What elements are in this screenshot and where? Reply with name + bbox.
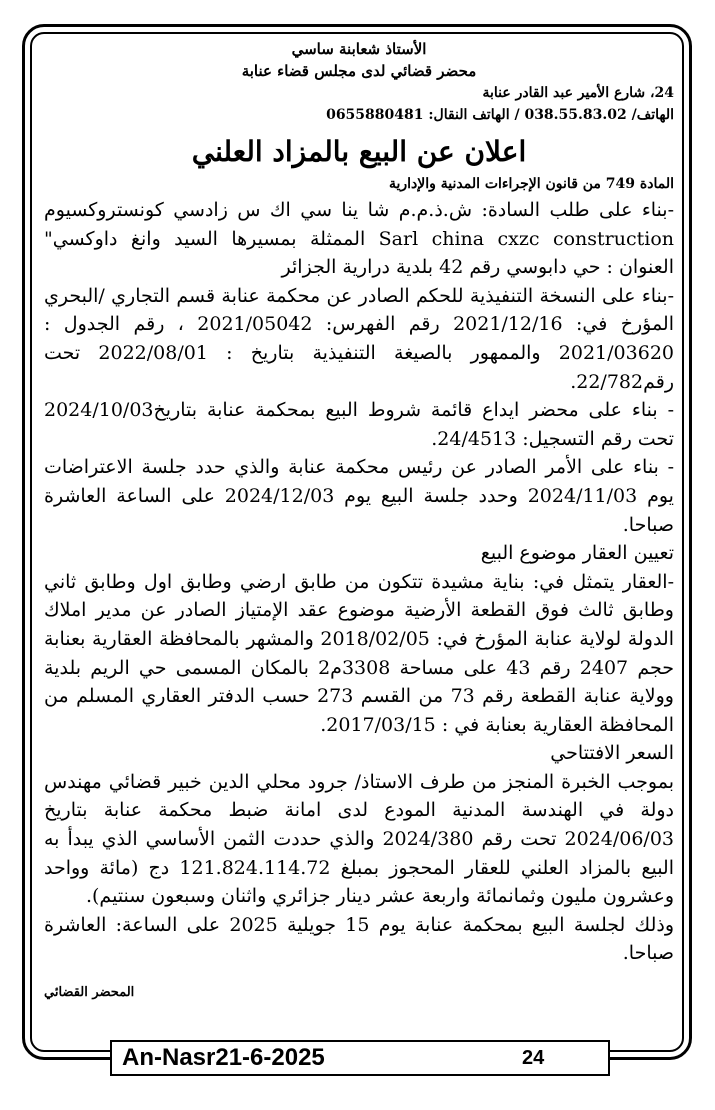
paragraph-judgment: -بناء على النسخة التنفيذية للحكم الصادر عن محكمة عنابة قسم التجاري /البحري المؤرخ في: 2021/12/16 رقم الفهرس: 2021/05042 ، رقم الجدول : 2021/03620 والممهور بالصيغة التنفيذية بتاريخ : 2022/08/01 تحت رقم22/782. [44,284,674,393]
legal-article: المادة 749 من قانون الإجراءات المدنية والإدارية [388,176,674,192]
paragraph-order: - بناء على الأمر الصادر عن رئيس محكمة عنابة والذي حدد جلسة الاعتراضات يوم 2024/11/03 وحدد جلسة البيع يوم 2024/12/03 على الساعة العاشرة صباحا. [44,456,674,536]
publication-footer [110,1040,610,1076]
publication-date: An-Nasr21-6-2025 [122,1044,325,1071]
paragraph-property: -العقار يتمثل في: بناية مشيدة تتكون من طابق ارضي وطابق اول وطابق ثاني وطابق ثالث فوق القطعة الأرضية موضوع عقد الإمتياز الصادر عن مدير املاك الدولة لولاية عنابة المؤرخ في: 2018/02/05 والمشهر بالمحافظة العقارية بعنابة حجم 2407 رقم 43 على مساحة 3308م2 بالمكان المسمى حي الريم بلدية وولاية عنابة القطعة رقم 73 من القسم 273 حسب الدفتر العقاري المسلم من المحافظة العقارية بعنابة في : 2017/03/15. [44,570,674,736]
bailiff-name: الأستاذ شعابنة ساسي [291,40,427,58]
paragraph-request: -بناء على طلب السادة: ش.ذ.م.م شا ينا سي اك س زادسي كونستروكسيوم Sarl china cxzc construction الممثلة بمسيرها السيد وانغ داوكسي" العنوان : حي دابوسي رقم 42 بلدية درارية الجزائر [44,199,674,279]
page-number: 24 [522,1046,545,1069]
office-address: 24، شارع الأمير عبد القادر عنابة [482,85,674,101]
paragraph-price: بموجب الخبرة المنجز من طرف الاستاذ/ جرود محلي الدين خبير قضائي مهندس دولة في الهندسة المدنية المودع لدى امانة ضبط محكمة عنابة بتاريخ 2024/06/03 تحت رقم 2024/380 والذي حددت الثمن الأساسي الذي يبدأ به البيع بالمزاد العلني للعقار المحجوز بمبلغ 121.824.114.72 دج (مائة وواحد وعشرون مليون وثمانمائة واربعة عشر دينار جزائري واثنان وسبعون سنتيم). [44,770,674,908]
bailiff-office: محضر قضائي لدى مجلس قضاء عنابة [241,62,477,80]
heading-property: تعيين العقار موضوع البيع [480,542,674,565]
notice-body [44,38,674,1018]
heading-opening-price: السعر الافتتاحي [550,742,674,765]
signature: المحضر القضائي [44,985,135,1001]
office-phones: الهاتف/ 038.55.83.02 / الهاتف النقال: 0655880481 [326,107,674,123]
paragraph-conditions: - بناء على محضر ايداع قائمة شروط البيع بمحكمة عنابة بتاريخ2024/10/03 تحت رقم التسجيل: 24/4513. [44,399,674,450]
paragraph-session: وذلك لجلسة البيع بمحكمة عنابة يوم 15 جويلية 2025 على الساعة: العاشرة صباحا. [44,913,674,965]
notice-title: اعلان عن البيع بالمزاد العلني [191,135,527,168]
